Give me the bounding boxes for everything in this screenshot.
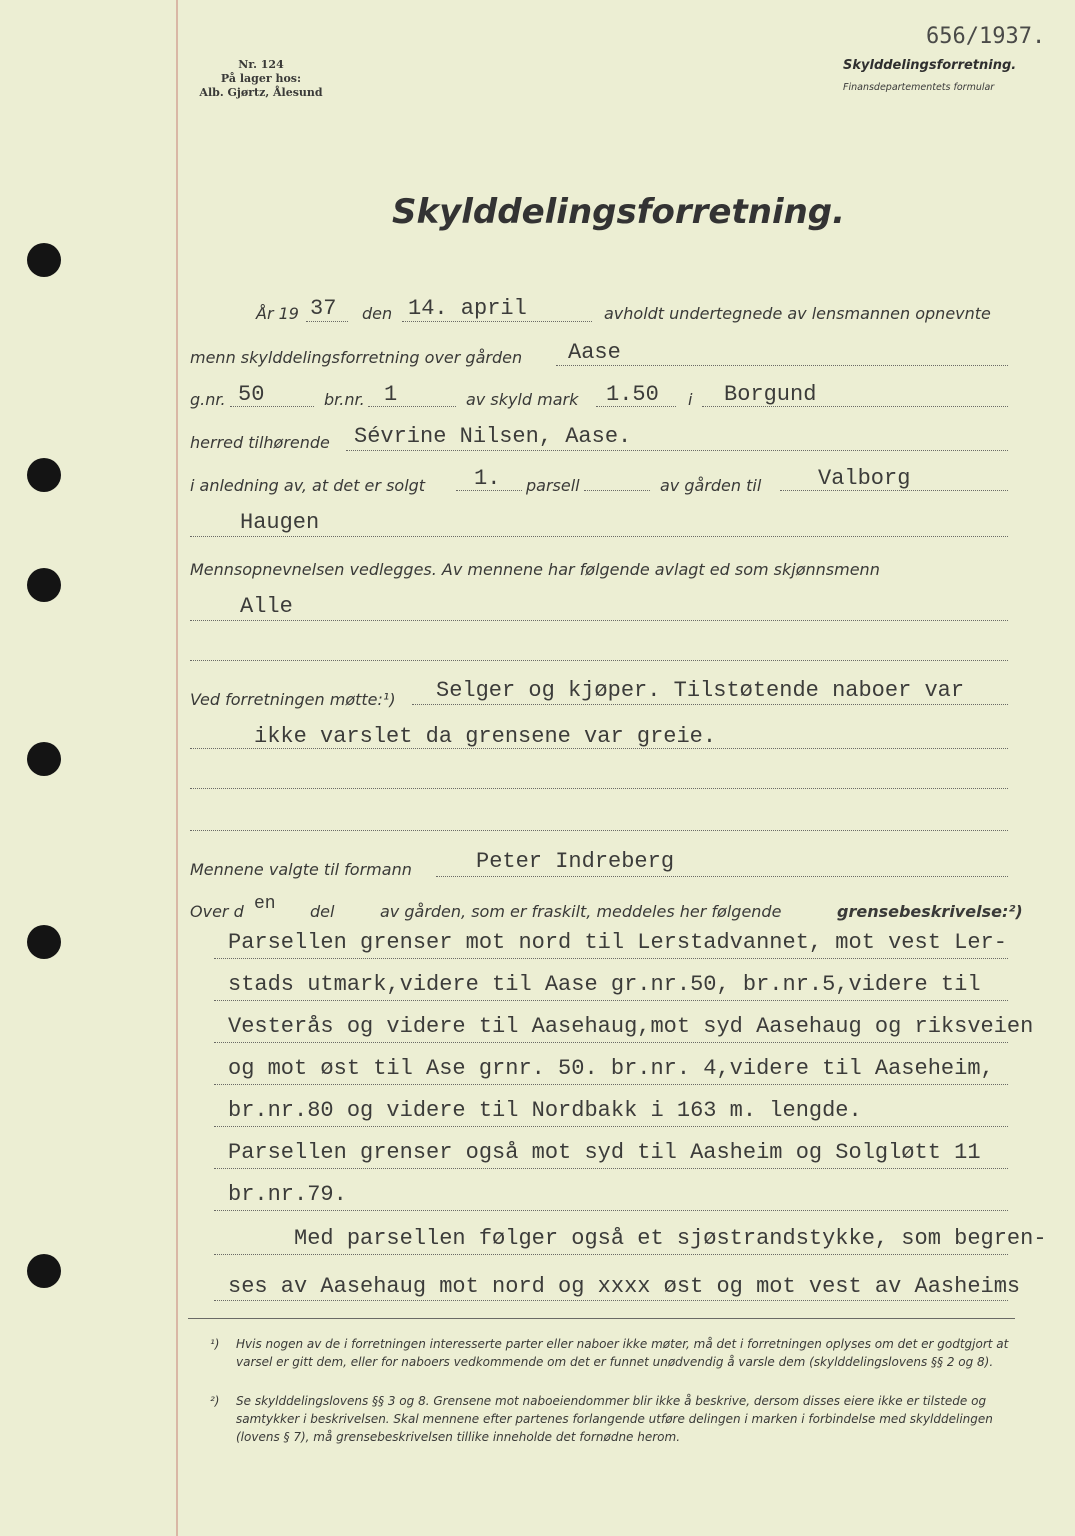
boundary-line: stads utmark,videre til Aase gr.nr.50, br.nr.5,videre til [228,972,981,997]
boundary-line: Vesterås og videre til Aasehaug,mot syd Aasehaug og riksveien [228,1014,1034,1039]
parcels-value: 1. [474,466,501,491]
boundary-label-end: av gården, som er fraskilt, meddeles her følgende [380,902,782,921]
gnr-label: g.nr. [190,390,226,409]
i-label: i [688,390,693,409]
bnr-value: 1 [384,382,398,407]
seller-label: Alb. Gjørtz, Ålesund [199,86,323,99]
chairman-label: Mennene valgte til formann [190,860,412,879]
form-name: Skylddelingsforretning. [843,58,1017,73]
appraisers-label: Mennsopnevnelsen vedlegges. Av mennene har følgende avlagt ed som skjønnsmenn [190,560,880,579]
den-label: den [362,304,393,323]
skyld-value: 1.50 [606,382,659,407]
parcel-label: parsell [526,476,580,495]
form-number: Nr. 124 [238,58,284,71]
footnote-1-mark: ¹) [210,1337,220,1351]
boundary-line: br.nr.79. [228,1182,347,1207]
meeting-label: menn skylddelingsforretning over gården [190,348,523,367]
gnr-value: 50 [238,382,265,407]
punch-hole [27,925,61,959]
boundary-line: Parsellen grenser også mot syd til Aasheim og Solgløtt 11 [228,1140,981,1165]
boundary-label-start: Over d [190,902,244,921]
buyer-value: Valborg [818,466,911,491]
farm-value: Aase [568,340,621,365]
punch-hole [27,243,61,277]
page-title: Skylddelingsforretning. [392,192,846,232]
footnote-1-text: Hvis nogen av de i forretningen interesserte parter eller naboer ikke møter, må det i forretningen oplyses om det er godtgjort at varsel er gitt dem, eller for naboers vedkommende om det er funnet unødvendig å varsle dem (skylddelingslovens §§ 2 og 8). [236,1337,1009,1369]
appraisers-value: Alle [240,594,293,619]
punch-hole [27,1254,61,1288]
punch-hole [27,742,61,776]
reason-label: i anledning av, at det er solgt [190,476,426,495]
attendance-line-1: Selger og kjøper. Tilstøtende naboer var [436,678,965,703]
owner-value: Sévrine Nilsen, Aase. [354,424,632,449]
owner-label: herred tilhørende [190,433,330,452]
form-origin: Finansdepartementets formular [843,82,995,93]
boundary-label-mid: del [310,902,335,921]
margin-line [176,0,178,1536]
boundary-label-hand: en [254,894,276,914]
punch-hole [27,568,61,602]
held-text: avholdt undertegnede av lensmannen opnevnte [604,304,991,323]
footnote-rule [188,1318,1015,1319]
footnote-2 [210,1392,1026,1446]
boundary-line: Med parsellen følger også et sjøstrandstykke, som begren- [228,1226,1047,1251]
bnr-label: br.nr. [324,390,365,409]
date-value: 14. april [408,296,527,321]
buyer-continued: Haugen [240,510,320,535]
to-label: av gården til [660,476,762,495]
attendance-label: Ved forretningen møtte:¹) [190,690,396,709]
printer-info [196,58,326,100]
punch-hole [27,458,61,492]
chairman-value: Peter Indreberg [476,849,675,874]
boundary-line: ses av Aasehaug mot nord og xxxx øst og mot vest av Aasheims [228,1274,1021,1299]
boundary-label-bold: grensebeskrivelse:²) [837,902,1023,921]
year-label: År 19 [256,304,299,323]
attendance-line-2: ikke varslet da grensene var greie. [254,724,717,749]
boundary-line: og mot øst til Ase grnr. 50. br.nr. 4,videre til Aaseheim, [228,1056,994,1081]
boundary-line: br.nr.80 og videre til Nordbakk i 163 m. lengde. [228,1098,862,1123]
footnote-2-mark: ²) [210,1394,220,1408]
archive-number: 656/1937. [926,24,1046,49]
boundary-line: Parsellen grenser mot nord til Lerstadvannet, mot vest Ler- [228,930,1007,955]
footnote-1 [210,1335,1026,1371]
stock-label: På lager hos: [220,72,302,85]
year-value: 37 [310,296,337,321]
municipality-value: Borgund [724,382,817,407]
footnote-2-text: Se skylddelingslovens §§ 3 og 8. Grensene mot naboeiendommer blir ikke å beskrive, dersom disses eiere ikke er tilstede og samtykker i beskrivelsen. Skal mennene efter partenes forlangende utføre delingen i marken i forbindelse med skylddelingen (lovens § 7), må grensebeskrivelsen tillike inneholde det fornødne herom. [236,1394,993,1444]
skyld-label: av skyld mark [466,390,579,409]
